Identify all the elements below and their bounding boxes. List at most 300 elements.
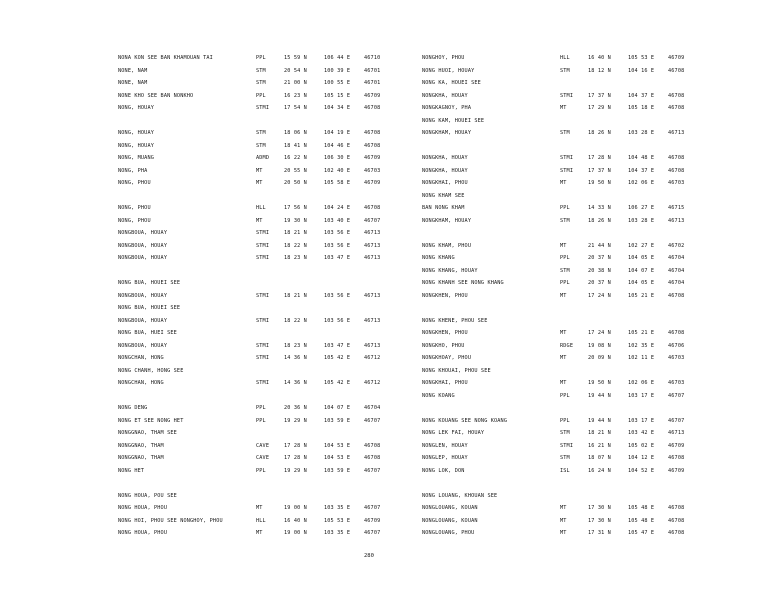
- map-code: 46713: [364, 342, 381, 349]
- longitude: 104 16 E: [628, 67, 655, 74]
- latitude: 18 12 N: [588, 67, 611, 74]
- entry-name: NONG KHANG, HOUAY: [422, 267, 478, 274]
- longitude: 105 48 E: [628, 517, 655, 524]
- longitude: 103 59 E: [324, 417, 351, 424]
- map-code: 46709: [668, 442, 685, 449]
- gazetteer-entry: [118, 127, 438, 140]
- gazetteer-entry: [422, 177, 742, 190]
- map-code: 46712: [364, 380, 381, 386]
- longitude: 105 18 E: [628, 105, 655, 111]
- map-code: 46704: [364, 405, 381, 411]
- feature-class: MT: [256, 530, 263, 536]
- longitude: 105 42 E: [324, 380, 351, 386]
- feature-class: MT: [560, 380, 567, 386]
- gazetteer-entry: [118, 390, 438, 403]
- longitude: 102 35 E: [628, 342, 655, 349]
- latitude: 20 09 N: [588, 355, 611, 361]
- gazetteer-entry: [118, 165, 438, 178]
- gazetteer-entry: [422, 165, 742, 178]
- latitude: 18 21 N: [588, 430, 611, 436]
- latitude: 21 00 N: [284, 80, 307, 86]
- gazetteer-entry: [422, 465, 742, 478]
- map-code: 46708: [364, 455, 381, 461]
- gazetteer-entry: [422, 390, 742, 403]
- latitude: 16 23 N: [284, 92, 307, 99]
- map-code: 46703: [668, 180, 685, 186]
- entry-name: NONG BUA, HUEI SEE: [118, 330, 177, 336]
- latitude: 17 29 N: [588, 105, 611, 111]
- entry-name: NONE, NAM: [118, 80, 148, 86]
- longitude: 104 19 E: [324, 130, 351, 136]
- feature-class: PPL: [256, 405, 266, 411]
- entry-name: NONGLOUANG, PHOU: [422, 530, 475, 536]
- feature-class: STM: [560, 267, 570, 274]
- feature-class: ISL: [560, 467, 570, 474]
- map-code: 46707: [364, 417, 381, 424]
- gazetteer-entry: [118, 202, 438, 215]
- entry-name: NONG KHENE, PHOU SEE: [422, 317, 488, 324]
- map-code: 46708: [668, 517, 685, 524]
- longitude: 104 24 E: [324, 205, 351, 211]
- latitude: 19 08 N: [588, 342, 611, 349]
- gazetteer-entry: [118, 252, 438, 265]
- entry-name: NONG HUOI, HOUAY: [422, 67, 475, 74]
- longitude: 103 17 E: [628, 417, 655, 424]
- longitude: 105 53 E: [324, 517, 351, 524]
- map-code: 46707: [364, 530, 381, 536]
- latitude: 17 28 N: [588, 155, 611, 161]
- entry-name: NONGBOUA, HOUAY: [118, 255, 168, 261]
- latitude: 17 24 N: [588, 330, 611, 336]
- entry-name: NONG HET: [118, 467, 145, 474]
- feature-class: STM: [560, 217, 570, 224]
- latitude: 19 44 N: [588, 417, 611, 424]
- longitude: 103 28 E: [628, 130, 655, 136]
- feature-class: STMI: [256, 380, 270, 386]
- entry-name: NONG HOUA, PHOU: [118, 505, 168, 511]
- entry-name: NONG HOUA, PHOU: [118, 530, 168, 536]
- feature-class: PPL: [560, 392, 570, 399]
- gazetteer-entry: [118, 365, 438, 378]
- gazetteer-entry: [118, 190, 438, 203]
- gazetteer-entry: [422, 215, 742, 228]
- map-code: 46701: [364, 80, 381, 86]
- longitude: 104 52 E: [628, 467, 655, 474]
- map-code: 46707: [668, 417, 685, 424]
- map-code: 46708: [364, 142, 381, 149]
- longitude: 102 11 E: [628, 355, 655, 361]
- latitude: 18 21 N: [284, 230, 307, 236]
- gazetteer-entry: [118, 140, 438, 153]
- entry-name: NONG HOI, PHOU SEE NONGHOY, PHOU: [118, 517, 223, 524]
- gazetteer-entry: [422, 152, 742, 165]
- feature-class: STM: [560, 67, 570, 74]
- feature-class: CAVE: [256, 442, 270, 449]
- entry-name: NONG KOANG: [422, 392, 455, 399]
- map-code: 46708: [364, 130, 381, 136]
- feature-class: STM: [560, 430, 570, 436]
- map-code: 46709: [668, 55, 685, 61]
- gazetteer-entry: [422, 502, 742, 515]
- entry-name: NONGBOUA, HOUAY: [118, 342, 168, 349]
- longitude: 106 27 E: [628, 205, 655, 211]
- feature-class: HLL: [256, 205, 266, 211]
- map-code: 46708: [668, 92, 685, 99]
- map-code: 46707: [364, 505, 381, 511]
- latitude: 20 54 N: [284, 67, 307, 74]
- longitude: 102 06 E: [628, 380, 655, 386]
- gazetteer-entry: [422, 265, 742, 278]
- entry-name: NONGKHA, HOUAY: [422, 167, 468, 174]
- feature-class: MT: [560, 530, 567, 536]
- longitude: 104 05 E: [628, 255, 655, 261]
- latitude: 17 37 N: [588, 167, 611, 174]
- entry-name: NONGBOUA, HOUAY: [118, 242, 168, 249]
- entry-name: NONE KHO SEE BAN NONKHO: [118, 92, 194, 99]
- map-code: 46707: [364, 467, 381, 474]
- latitude: 14 36 N: [284, 355, 307, 361]
- latitude: 17 30 N: [588, 505, 611, 511]
- entry-name: NONG KHAM SEE: [422, 192, 465, 199]
- longitude: 103 28 E: [628, 217, 655, 224]
- entry-name: NONG, PHOU: [118, 205, 151, 211]
- gazetteer-entry: [118, 315, 438, 328]
- longitude: 102 06 E: [628, 180, 655, 186]
- entry-name: NONG, PHA: [118, 167, 148, 174]
- entry-name: BAN NONG KHAM: [422, 205, 465, 211]
- entry-name: NONG, PHOU: [118, 217, 151, 224]
- entry-name: NONG KHANG: [422, 255, 455, 261]
- longitude: 103 42 E: [628, 430, 655, 436]
- feature-class: CAVE: [256, 455, 270, 461]
- latitude: 19 50 N: [588, 380, 611, 386]
- feature-class: MT: [560, 242, 567, 249]
- feature-class: MT: [560, 517, 567, 524]
- entry-name: NONG LOUANG, KHOUAN SEE: [422, 492, 498, 499]
- latitude: 18 23 N: [284, 255, 307, 261]
- entry-name: NONGLEP, HOUAY: [422, 455, 468, 461]
- map-code: 46706: [668, 342, 685, 349]
- feature-class: MT: [256, 167, 263, 174]
- longitude: 104 12 E: [628, 455, 655, 461]
- gazetteer-entry: [422, 302, 742, 315]
- entry-name: NONGBOUA, HOUAY: [118, 230, 168, 236]
- entry-name: NONG ET SEE NONG HET: [118, 417, 184, 424]
- latitude: 20 36 N: [284, 405, 307, 411]
- feature-class: HLL: [256, 517, 266, 524]
- gazetteer-entry: [118, 490, 438, 503]
- gazetteer-entry: [422, 340, 742, 353]
- gazetteer-entry: [422, 77, 742, 90]
- entry-name: NONG, PHOU: [118, 180, 151, 186]
- gazetteer-entry: [118, 115, 438, 128]
- gazetteer-entry: [422, 290, 742, 303]
- longitude: 104 34 E: [324, 105, 351, 111]
- gazetteer-entry: [422, 140, 742, 153]
- map-code: 46704: [668, 255, 685, 261]
- latitude: 17 54 N: [284, 105, 307, 111]
- entry-name: NONG, MUANG: [118, 155, 155, 161]
- latitude: 14 33 N: [588, 205, 611, 211]
- entry-name: NONGKHEN, PHOU: [422, 330, 468, 336]
- longitude: 104 07 E: [628, 267, 655, 274]
- longitude: 104 53 E: [324, 455, 351, 461]
- gazetteer-entry: [118, 65, 438, 78]
- map-code: 46715: [668, 205, 685, 211]
- gazetteer-entry: [118, 515, 438, 528]
- longitude: 103 40 E: [324, 217, 351, 224]
- map-code: 46712: [364, 355, 381, 361]
- feature-class: PPL: [560, 280, 570, 286]
- gazetteer-entry: [118, 465, 438, 478]
- latitude: 18 41 N: [284, 142, 307, 149]
- feature-class: STMI: [256, 105, 270, 111]
- longitude: 100 55 E: [324, 80, 351, 86]
- entry-name: NONGKAGNOY, PHA: [422, 105, 472, 111]
- longitude: 103 56 E: [324, 242, 351, 249]
- longitude: 103 35 E: [324, 505, 351, 511]
- map-code: 46708: [668, 167, 685, 174]
- gazetteer-entry: [422, 327, 742, 340]
- map-code: 46713: [364, 292, 381, 299]
- latitude: 18 26 N: [588, 130, 611, 136]
- entry-name: NONGKHO, PHOU: [422, 342, 465, 349]
- map-code: 46708: [668, 155, 685, 161]
- feature-class: STMI: [560, 167, 574, 174]
- latitude: 19 00 N: [284, 530, 307, 536]
- gazetteer-entry: [118, 152, 438, 165]
- feature-class: STM: [256, 142, 266, 149]
- gazetteer-entry: [118, 415, 438, 428]
- gazetteer-entry: [118, 265, 438, 278]
- longitude: 104 07 E: [324, 405, 351, 411]
- gazetteer-entry: [118, 352, 438, 365]
- gazetteer-entry: [422, 440, 742, 453]
- latitude: 18 21 N: [284, 292, 307, 299]
- gazetteer-entry: [118, 90, 438, 103]
- map-code: 46713: [668, 430, 685, 436]
- latitude: 16 40 N: [588, 55, 611, 61]
- gazetteer-entry: [422, 402, 742, 415]
- gazetteer-entry: [422, 90, 742, 103]
- entry-name: NONG HOUA, POU SEE: [118, 492, 177, 499]
- longitude: 105 02 E: [628, 442, 655, 449]
- map-code: 46702: [668, 242, 685, 249]
- entry-name: NONGKHA, HOUAY: [422, 92, 468, 99]
- gazetteer-entry: [422, 102, 742, 115]
- entry-name: NONGHOY, PHOU: [422, 55, 465, 61]
- gazetteer-entry: [118, 102, 438, 115]
- gazetteer-entry: [422, 252, 742, 265]
- feature-class: PPL: [560, 255, 570, 261]
- longitude: 105 53 E: [628, 55, 655, 61]
- gazetteer-entry: [422, 127, 742, 140]
- map-code: 46713: [668, 130, 685, 136]
- latitude: 19 29 N: [284, 467, 307, 474]
- feature-class: STMI: [560, 442, 574, 449]
- longitude: 103 59 E: [324, 467, 351, 474]
- right-column: [422, 52, 742, 540]
- map-code: 46713: [364, 230, 381, 236]
- map-code: 46708: [364, 205, 381, 211]
- left-column: [118, 52, 438, 540]
- longitude: 105 21 E: [628, 292, 655, 299]
- longitude: 103 35 E: [324, 530, 351, 536]
- map-code: 46703: [668, 355, 685, 361]
- map-code: 46709: [668, 467, 685, 474]
- map-code: 46703: [668, 380, 685, 386]
- latitude: 15 59 N: [284, 55, 307, 61]
- map-code: 46708: [668, 105, 685, 111]
- map-code: 46708: [364, 442, 381, 449]
- entry-name: NONG KAM, HOUEI SEE: [422, 117, 485, 124]
- gazetteer-entry: [118, 77, 438, 90]
- gazetteer-entry: [118, 240, 438, 253]
- feature-class: RDGE: [560, 342, 574, 349]
- entry-name: NONG KHOUAI, PHOU SEE: [422, 367, 491, 374]
- entry-name: NONGKHOAY, PHOU: [422, 355, 472, 361]
- entry-name: NONG, HOUAY: [118, 142, 155, 149]
- latitude: 20 37 N: [588, 280, 611, 286]
- latitude: 17 28 N: [284, 442, 307, 449]
- longitude: 103 17 E: [628, 392, 655, 399]
- longitude: 103 56 E: [324, 317, 351, 324]
- entry-name: NONG LOK, DON: [422, 467, 465, 474]
- feature-class: STMI: [256, 242, 270, 249]
- map-code: 46708: [668, 292, 685, 299]
- gazetteer-entry: [118, 215, 438, 228]
- latitude: 18 22 N: [284, 317, 307, 324]
- longitude: 100 39 E: [324, 67, 351, 74]
- entry-name: NONG KHAM, PHOU: [422, 242, 472, 249]
- map-code: 46713: [364, 242, 381, 249]
- gazetteer-entry: [422, 490, 742, 503]
- map-code: 46713: [364, 255, 381, 261]
- map-code: 46709: [364, 180, 381, 186]
- latitude: 16 22 N: [284, 155, 307, 161]
- entry-name: NONG KHANH SEE NONG KHANG: [422, 280, 504, 286]
- gazetteer-entry: [422, 415, 742, 428]
- entry-name: NONGGNAO, THAM: [118, 442, 164, 449]
- entry-name: NONG KOUANG SEE NONG KOANG: [422, 417, 508, 424]
- longitude: 104 37 E: [628, 92, 655, 99]
- longitude: 105 21 E: [628, 330, 655, 336]
- feature-class: MT: [560, 330, 567, 336]
- latitude: 17 24 N: [588, 292, 611, 299]
- latitude: 21 44 N: [588, 242, 611, 249]
- longitude: 103 56 E: [324, 230, 351, 236]
- gazetteer-entry: [118, 227, 438, 240]
- gazetteer-entry: [118, 277, 438, 290]
- gazetteer-entry: [118, 327, 438, 340]
- gazetteer-entry: [422, 477, 742, 490]
- feature-class: PPL: [256, 55, 266, 61]
- feature-class: STMI: [256, 292, 270, 299]
- feature-class: HLL: [560, 55, 570, 61]
- latitude: 17 30 N: [588, 517, 611, 524]
- map-code: 46708: [668, 530, 685, 536]
- feature-class: STMI: [256, 255, 270, 261]
- latitude: 17 31 N: [588, 530, 611, 536]
- entry-name: NONG, HOUAY: [118, 105, 155, 111]
- entry-name: NONE, NAM: [118, 67, 148, 74]
- entry-name: NONGBOUA, HOUAY: [118, 292, 168, 299]
- gazetteer-entry: [118, 177, 438, 190]
- gazetteer-entry: [118, 52, 438, 65]
- map-code: 46707: [364, 217, 381, 224]
- latitude: 18 06 N: [284, 130, 307, 136]
- gazetteer-entry: [422, 527, 742, 540]
- feature-class: MT: [560, 180, 567, 186]
- map-code: 46709: [364, 155, 381, 161]
- latitude: 16 21 N: [588, 442, 611, 449]
- entry-name: NONGCHAN, HONG: [118, 380, 164, 386]
- longitude: 103 47 E: [324, 255, 351, 261]
- map-code: 46710: [364, 55, 381, 61]
- latitude: 18 07 N: [588, 455, 611, 461]
- entry-name: NONG KA, HOUEI SEE: [422, 80, 481, 86]
- gazetteer-entry: [118, 290, 438, 303]
- latitude: 18 22 N: [284, 242, 307, 249]
- latitude: 17 28 N: [284, 455, 307, 461]
- entry-name: NONGKHAI, PHOU: [422, 180, 468, 186]
- entry-name: NONGKHEN, PHOU: [422, 292, 468, 299]
- entry-name: NONGCHAN, HONG: [118, 355, 164, 361]
- feature-class: STM: [256, 67, 266, 74]
- feature-class: PPL: [560, 205, 570, 211]
- map-code: 46708: [668, 330, 685, 336]
- entry-name: NONGLOUANG, KOUAN: [422, 505, 478, 511]
- feature-class: MT: [256, 505, 263, 511]
- feature-class: STMI: [560, 92, 574, 99]
- entry-name: NONG LEK FAI, HOUAY: [422, 430, 485, 436]
- entry-name: NONGLEN, HOUAY: [422, 442, 468, 449]
- feature-class: MT: [560, 505, 567, 511]
- feature-class: MT: [560, 292, 567, 299]
- gazetteer-entry: [118, 377, 438, 390]
- longitude: 102 27 E: [628, 242, 655, 249]
- entry-name: NONGLOUANG, KOUAN: [422, 517, 478, 524]
- latitude: 16 24 N: [588, 467, 611, 474]
- entry-name: NONG BUA, HOUEI SEE: [118, 305, 181, 311]
- longitude: 104 05 E: [628, 280, 655, 286]
- gazetteer-entry: [422, 65, 742, 78]
- longitude: 105 42 E: [324, 355, 351, 361]
- latitude: 18 26 N: [588, 217, 611, 224]
- map-code: 46708: [668, 505, 685, 511]
- entry-name: NONGGNAO, THAM SEE: [118, 430, 177, 436]
- feature-class: PPL: [256, 92, 266, 99]
- latitude: 18 23 N: [284, 342, 307, 349]
- gazetteer-entry: [422, 52, 742, 65]
- gazetteer-entry: [422, 115, 742, 128]
- latitude: 19 29 N: [284, 417, 307, 424]
- entry-name: NONG DENG: [118, 405, 148, 411]
- gazetteer-entry: [422, 277, 742, 290]
- longitude: 105 47 E: [628, 530, 655, 536]
- map-code: 46708: [668, 67, 685, 74]
- latitude: 19 00 N: [284, 505, 307, 511]
- longitude: 106 30 E: [324, 155, 351, 161]
- gazetteer-entry: [118, 427, 438, 440]
- feature-class: MT: [256, 180, 263, 186]
- feature-class: MT: [560, 355, 567, 361]
- entry-name: NONG, HOUAY: [118, 130, 155, 136]
- longitude: 104 53 E: [324, 442, 351, 449]
- map-code: 46713: [364, 317, 381, 324]
- gazetteer-entry: [422, 452, 742, 465]
- feature-class: PPL: [256, 467, 266, 474]
